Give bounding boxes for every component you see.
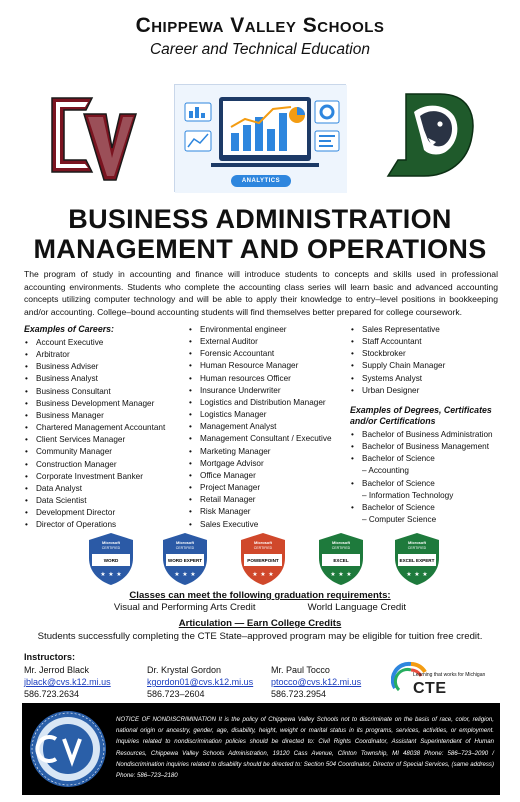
degrees-heading-line-2: and/or Certifications	[350, 415, 436, 426]
badge-excel-expert	[394, 532, 440, 586]
careers-heading: Examples of Careers:	[24, 324, 114, 334]
list-item: • Office Manager	[188, 470, 348, 482]
notice-text: NOTICE OF NONDISCRIMINATION It is the policy of Chippewa Valley Schools not to discriminate on the basis of race, color, religion, national origin or ancestry, gender, age, disability, height, weight or marital status in its programs, services, activities, or employment. Inquiries related to nondiscrimination policies should be directed to: Civil Rights Coordinator, Assistant Superintendent of Human Resources, Chippewa Valley Schools Administration, 19120 Cass Avenue, Clinton Township, MI 48038 Phone: 586–723–2090 / Nondiscrimination inquiries related to disability should be directed to: Section 504 Coordinator, Director of Special Services, (same address) Phone: 586–723–2180	[116, 716, 494, 780]
list-item: • Data Analyst	[24, 483, 194, 495]
degrees-heading	[350, 405, 510, 427]
instructor-email-link[interactable]: ptocco@cvs.k12.mi.us	[271, 677, 362, 687]
degree-item: • Bachelor of Business Administration	[350, 429, 510, 441]
list-item: • Construction Manager	[24, 459, 194, 471]
list-item: • Data Scientist	[24, 495, 194, 507]
careers-list-3	[350, 324, 510, 397]
list-item: • Human resources Officer	[188, 373, 348, 385]
instructor-phone: 586.723.2954	[271, 689, 327, 699]
list-item: • Business Consultant	[24, 386, 194, 398]
degree-item-detail: – Computer Science	[362, 515, 437, 525]
title-line-2: MANAGEMENT AND OPERATIONS	[33, 234, 487, 264]
star-icon: ★	[338, 572, 344, 578]
cte-label: CTE	[413, 680, 447, 697]
careers-column-3	[350, 324, 510, 526]
instructor-name: Mr. Jerrod Black	[24, 665, 90, 675]
careers-column-2	[188, 324, 348, 531]
star-icon: ★	[406, 572, 412, 578]
careers-column-1	[24, 324, 194, 532]
instructor-phone: 586.723–2604	[147, 689, 205, 699]
list-item: • Staff Accountant	[350, 336, 510, 348]
list-item: • Systems Analyst	[350, 373, 510, 385]
degree-item-detail: – Information Technology	[362, 490, 454, 500]
degree-item-detail: – Accounting	[362, 466, 409, 476]
list-item: • Director of Operations	[24, 519, 194, 531]
list-item: • Mortgage Advisor	[188, 458, 348, 470]
list-item: • Business Analyst	[24, 373, 194, 385]
list-item: • Community Manager	[24, 446, 194, 458]
instructor-name: Dr. Krystal Gordon	[147, 665, 222, 675]
star-icon: ★	[260, 572, 266, 578]
star-icon: ★	[422, 572, 428, 578]
star-icon: ★	[100, 572, 106, 578]
instructor-phone: 586.723.2634	[24, 689, 80, 699]
program-title	[0, 204, 520, 264]
certification-badges	[88, 532, 448, 588]
badge-brand: Microsoft	[176, 540, 194, 545]
list-item: • External Auditor	[188, 336, 348, 348]
list-item: • Project Manager	[188, 482, 348, 494]
list-item: • Retail Manager	[188, 494, 348, 506]
badge-excel	[318, 532, 364, 586]
cte-tagline: Learning that works for Michigan	[413, 672, 486, 678]
badge-brand: Microsoft	[408, 540, 426, 545]
list-item: • Business Adviser	[24, 361, 194, 373]
list-item: • Arbitrator	[24, 349, 194, 361]
star-icon: ★	[182, 572, 188, 578]
list-item: • Marketing Manager	[188, 446, 348, 458]
degrees-heading-line-1: Examples of Degrees, Certificates	[350, 404, 492, 415]
instructors-heading: Instructors:	[24, 652, 76, 662]
list-item: • Sales Executive	[188, 519, 348, 531]
list-item: • Management Analyst	[188, 421, 348, 433]
badge-brand: Microsoft	[254, 540, 272, 545]
degree-item: • Bachelor of Science	[350, 478, 510, 490]
instructors-heading-wrap	[24, 652, 75, 662]
graduation-credit-arts: Visual and Performing Arts Credit	[113, 602, 256, 613]
list-item: • Client Services Manager	[24, 434, 194, 446]
star-icon: ★	[108, 572, 114, 578]
program-description: The program of study in accounting and finance will introduce students to concepts and skills used in professional accounting environments. Students who complete the accounting class series will learn basic and advanced accounting concepts utilizing computer technology and will be able to apply their knowledge to entry–level positions in bookkeeping and/or accounting. College–bound accounting students will find themselves better prepared for college coursework.	[24, 269, 498, 317]
school-name: Chippewa Valley Schools	[135, 14, 385, 37]
list-item: • Stockbroker	[350, 348, 510, 360]
badge-brand: Microsoft	[102, 540, 120, 545]
star-icon: ★	[174, 572, 180, 578]
degrees-list	[350, 429, 510, 526]
page-header	[0, 14, 520, 59]
badge-powerpoint	[240, 532, 286, 586]
star-icon: ★	[268, 572, 274, 578]
list-item: • Insurance Underwriter	[188, 385, 348, 397]
badge-label: WORD EXPERT	[167, 557, 203, 563]
careers-list-2	[188, 324, 348, 531]
degree-item: • Bachelor of Business Management	[350, 441, 510, 453]
program-subtitle: Career and Technical Education	[149, 41, 370, 58]
badge-certified: CERTIFIED	[175, 546, 195, 550]
list-item: • Supply Chain Manager	[350, 360, 510, 372]
analytics-illustration	[174, 84, 346, 192]
badge-label: WORD	[103, 557, 119, 563]
degree-item: • Bachelor of Science	[350, 453, 510, 465]
instructor-email-link[interactable]: jblack@cvs.k12.mi.us	[24, 677, 111, 687]
list-item: • Chartered Management Accountant	[24, 422, 194, 434]
articulation-heading: Articulation — Earn College Credits	[178, 618, 342, 629]
cv-logo-icon	[46, 88, 138, 184]
instructor-2	[147, 664, 253, 700]
articulation-section	[0, 618, 520, 642]
star-icon: ★	[252, 572, 258, 578]
list-item: • Human Resource Manager	[188, 360, 348, 372]
list-item: • Business Development Manager	[24, 398, 194, 410]
title-line-1: BUSINESS ADMINISTRATION	[68, 204, 452, 234]
list-item: • Management Consultant / Executive	[188, 433, 348, 445]
d-panther-logo-icon	[384, 90, 476, 180]
list-item: • Corporate Investment Banker	[24, 471, 194, 483]
list-item: • Account Executive	[24, 337, 194, 349]
badge-label: EXCEL EXPERT	[399, 557, 435, 563]
badge-certified: CERTIFIED	[407, 546, 427, 550]
badge-word-expert	[162, 532, 208, 586]
articulation-text: Students successfully completing the CTE State–approved program may be eligible for tuition free credit.	[37, 631, 483, 642]
list-item: • Logistics and Distribution Manager	[188, 397, 348, 409]
list-item: • Sales Representative	[350, 324, 510, 336]
star-icon: ★	[116, 572, 122, 578]
badge-certified: CERTIFIED	[101, 546, 121, 550]
instructor-3	[271, 664, 361, 700]
degree-item: • Bachelor of Science	[350, 502, 510, 514]
graduation-heading: Classes can meet the following graduation requirements:	[129, 590, 391, 601]
star-icon: ★	[414, 572, 420, 578]
list-item: • Risk Manager	[188, 506, 348, 518]
list-item: • Urban Designer	[350, 385, 510, 397]
badge-label: EXCEL	[333, 557, 349, 563]
list-item: • Development Director	[24, 507, 194, 519]
graduation-credit-language: World Language Credit	[307, 602, 407, 613]
badge-word	[88, 532, 134, 586]
school-seal-icon	[28, 709, 108, 789]
graduation-requirements	[0, 590, 520, 613]
instructor-name: Mr. Paul Tocco	[271, 665, 330, 675]
badge-brand: Microsoft	[332, 540, 350, 545]
instructor-1	[24, 664, 111, 700]
careers-list-1	[24, 337, 194, 532]
list-item: • Business Manager	[24, 410, 194, 422]
list-item: • Forensic Accountant	[188, 348, 348, 360]
badge-certified: CERTIFIED	[253, 546, 273, 550]
star-icon: ★	[346, 572, 352, 578]
analytics-label: ANALYTICS	[241, 178, 281, 184]
star-icon: ★	[330, 572, 336, 578]
instructor-email-link[interactable]: kgordon01@cvs.k12.mi.us	[147, 677, 254, 687]
star-icon: ★	[190, 572, 196, 578]
list-item: • Environmental engineer	[188, 324, 348, 336]
badge-label: POWERPOINT	[247, 557, 279, 563]
badge-certified: CERTIFIED	[331, 546, 351, 550]
nondiscrimination-notice	[22, 703, 500, 795]
list-item: • Logistics Manager	[188, 409, 348, 421]
